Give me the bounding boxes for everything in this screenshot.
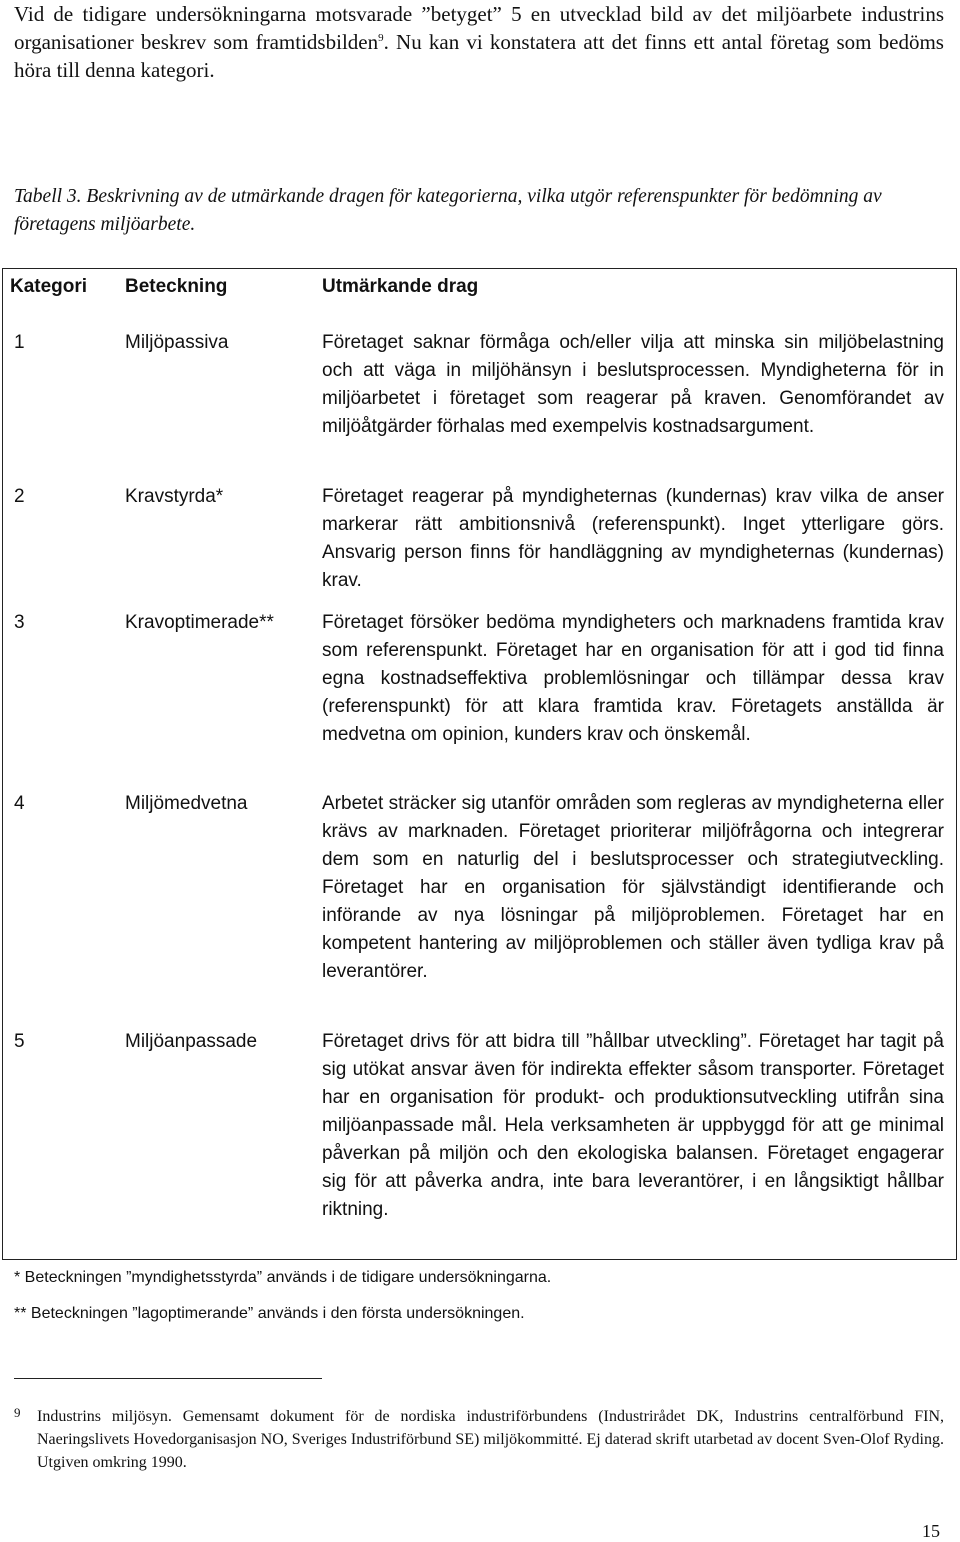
footnote-reference[interactable]: 9 [378, 32, 384, 44]
category-name: Miljömedvetna [125, 793, 248, 814]
category-number: 4 [14, 793, 25, 814]
category-description: Arbetet sträcker sig utanför områden som regleras av myndigheterna eller krävs av marknaden. Företaget prioriterar miljöfrågorna och integrerar dem som en naturlig del i beslutsprocesser och strategiutveckling. Företaget har en organisation för självständigt identifierande och införande av nya lösningar på miljöproblemen. Företaget har en kompetent hantering av miljöproblemen och ställer även tydliga krav på leverantörer. [322, 793, 944, 982]
category-description: Företaget försöker bedöma myndigheters och marknadens framtida krav som referenspunkt. Företaget har en organisation för att i god tid finna egna kostnadseffektiva problemlösningar och tillämpar dessa krav (referenspunkt) för att klara framtida krav. Företagets anställda är medvetna om opinion, kunders krav och önskemål. [322, 612, 944, 745]
footnote [14, 1405, 944, 1474]
category-number: 2 [14, 486, 25, 507]
category-table [2, 268, 957, 1260]
category-name: Kravoptimerade** [125, 612, 274, 633]
category-description: Företaget drivs för att bidra till ”hållbar utveckling”. Företaget har tagit på sig utökat ansvar även för indirekta effekter såsom transporter. Företaget har en organisation för produkt- och produktionsutveckling utifrån sina miljöanpassade mål. Hela verksamheten är uppbyggd för att ge minimal påverkan på miljön och den ekologiska balansen. Företaget engagerar sig för att påverka andra, inte bara leverantörer, i en långsiktigt hållbar riktning. [322, 1031, 944, 1220]
category-name: Miljöanpassade [125, 1031, 258, 1052]
category-number: 1 [14, 332, 25, 353]
page-number: 15 [922, 1521, 940, 1541]
category-description: Företaget reagerar på myndigheternas (kundernas) krav vilka de anser markerar rätt ambitionsnivå (referenspunkt). Inget ytterligare görs. Ansvarig person finns för handläggning av myndigheternas (kundernas) krav. [322, 486, 944, 591]
header-utmarkande-drag: Utmärkande drag [322, 276, 479, 297]
header-kategori: Kategori [10, 276, 88, 297]
footnote-number: 9 [14, 1405, 21, 1420]
category-name: Miljöpassiva [125, 332, 229, 353]
intro-paragraph [14, 0, 944, 84]
table-note-single-asterisk: * Beteckningen ”myndighetsstyrda” används i de tidigare undersökningarna. [14, 1269, 552, 1286]
intro-text-after: . Nu kan vi konstatera att det finns ett antal företag som bedöms höra till denna kategori. [14, 30, 944, 82]
intro-text-before: Vid de tidigare undersökningarna motsvarade ”betyget” 5 en utvecklad bild av det miljöarbete industrins organisationer beskrev som framtidsbilden [14, 2, 944, 54]
category-description: Företaget saknar förmåga och/eller vilja att minska sin miljöbelastning och att väga in miljöhänsyn i beslutsprocessen. Myndigheterna för in miljöarbetet i företaget som reagerar på kraven. Genomförandet av miljöåtgärder förhalas med exempelvis kostnadsargument. [322, 332, 944, 437]
table-caption-label: Tabell 3. [14, 186, 82, 207]
category-number: 3 [14, 612, 25, 633]
footnote-separator [14, 1378, 322, 1379]
footnote-text: Industrins miljösyn. Gemensamt dokument för de nordiska industriförbundens (Industrirådet DK, Industrins centralförbund FIN, Naeringslivets Hovedorganisasjon NO, Sveriges Industriförbund SE) miljökommitté. Ej daterad skrift utarbetad av docent Sven-Olof Ryding. Utgiven omkring 1990. [37, 1408, 944, 1471]
table-note-double-asterisk: ** Beteckningen ”lagoptimerande” används i den första undersökningen. [14, 1305, 525, 1322]
table-caption-text: Beskrivning av de utmärkande dragen för kategorierna, vilka utgör referenspunkter för bedömning av företagens miljöarbete. [14, 186, 882, 235]
header-beteckning: Beteckning [125, 276, 228, 297]
table-caption [14, 183, 946, 239]
category-name: Kravstyrda* [125, 486, 224, 507]
category-number: 5 [14, 1031, 25, 1052]
